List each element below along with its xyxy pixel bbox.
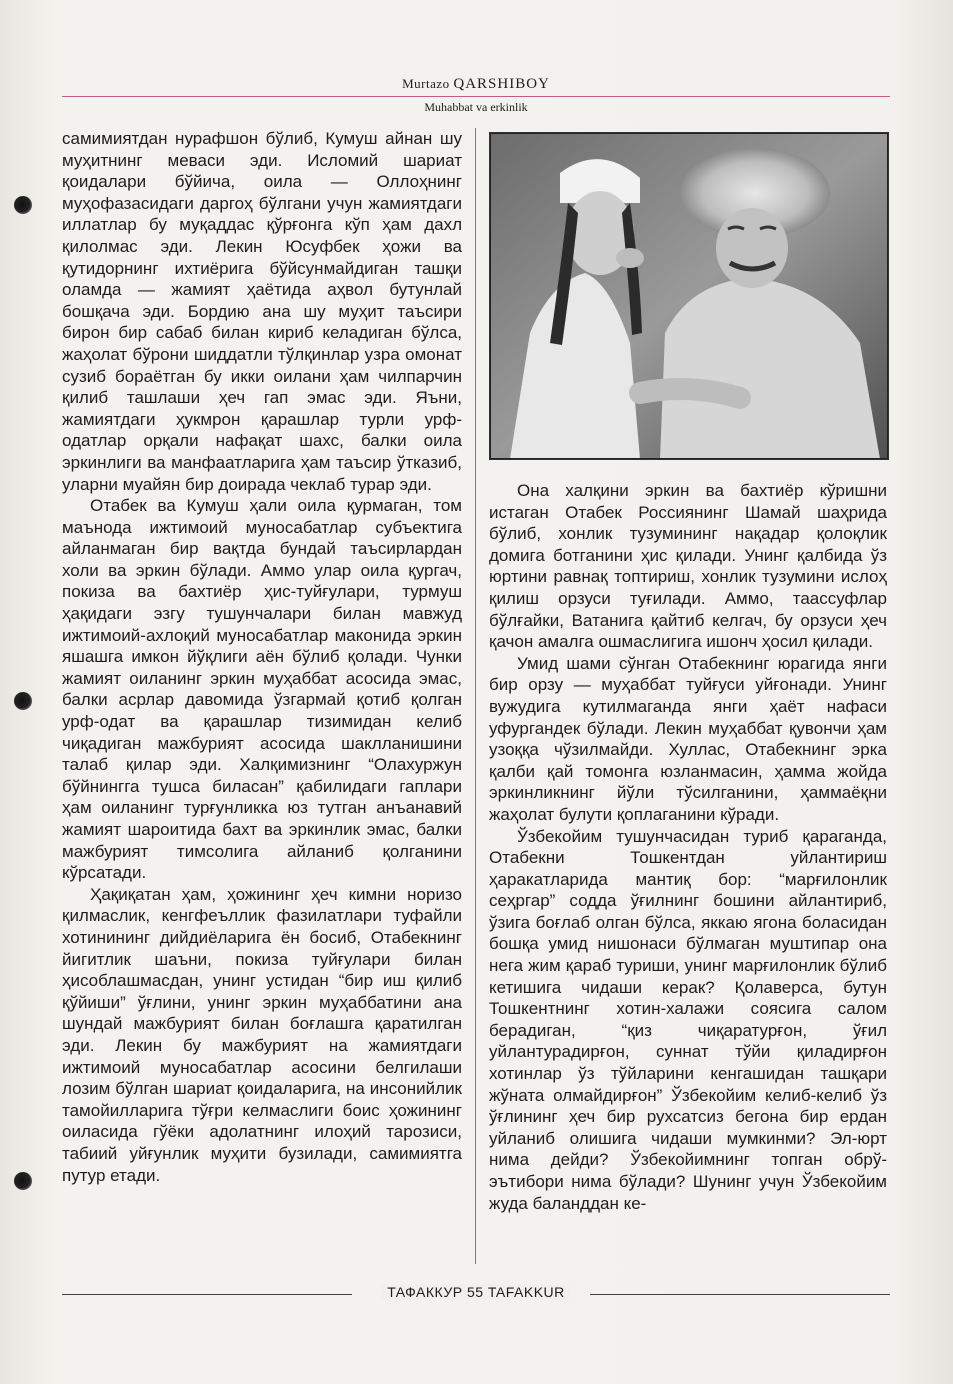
header-rule (62, 96, 890, 97)
author-name (62, 76, 890, 93)
page-footer (62, 1284, 890, 1304)
article-subtitle: Muhabbat va erkinlik (424, 100, 528, 114)
punch-hole-icon (14, 692, 32, 710)
paragraph: Ўзбекойим тушунчасидан туриб қараганда, Отабекни Тошкентдан уйлантириш ҳаракатларида мантиқ бор: “марғилонлик сеҳргар” содда ўғилнинг бошини айлантириб, ўзига боғлаб олган бўлса, яккаю ягона боласидан бошқа умид нишонаси бўлмаган муштипар она нега жим қараб туриши, унинг марғилонлик бўлиб кетишига чидаши керак? Қолаверса, бутун Тошкентнинг хотин-халажи соясига салом берадиган, “қиз чиқаратурғон, ўғил уйлантурадирғон, суннат тўйи қиладирғон хотинлар ўз тўйларини кенгашидан ташқари жўната олмайдирғон” Ўзбекойим келиб-келиб ўз ўғлининг ҳеч бир рухсатсиз бегона бир ердан уйланиб олишига чидаши мумкинми? Эл-юрт нима дейди? Ўзбекойимнинг топган обрў-эътибори нима бўлади? Шунинг учун Ўзбекойим жуда баланддан ке- (489, 826, 887, 1213)
paragraph: Умид шами сўнган Отабекнинг юрагида янги бир орзу — муҳаббат туйғуси уйғонади. Унинг вужудига кутилмаганда янги ҳаёт нафаси уфургандек бўлади. Лекин муҳаббат қувончи ҳам узоққа чўзилмайди. Хуллас, Отабекнинг эрка қалби қай томонга юзланмасин, ҳамма жойда эркинликнинг йўли тўсилганини, ҳаммаёқни жаҳолат булути қоплаганини кўради. (489, 653, 887, 824)
author-last-name: QARSHIBOY (453, 76, 550, 92)
punch-hole-icon (14, 196, 32, 214)
paragraph: Отабек ва Кумуш ҳали оила қурмаган, том маънода ижтимоий муносабатлар субъектига айланмаган бир вақтда бундай таъсирлардан холи ва эркин бўлади. Аммо улар оила қургач, покиза ва бахтиёр ҳис-туйғулари, турмуш ҳақидаги эзгу тушунчалари билан мавжуд ижтимоий-ахлоқий муносабатлар маконида эркин яшашга имкон йўқлиги аён бўлиб қолади. Чунки жамият оиланинг эркин муҳаббат асосида эмас, балки асрлар давомида ўзгармай қотиб қолган урф-одат ва қарашлар тизимидан келиб чиқадиган мажбурият асосида шаклланишини талаб қилар эди. Халқимизнинг “Олахуржун бўйнингга тушса биласан” қабилидаги гаплари ҳам оиланинг турғунликка юз тутган анъанавий жамият шароитида бахт ва эркинлик эмас, балки мажбурият тимсолига айланиб қолганини кўрсатади. (62, 496, 462, 883)
right-column (489, 480, 887, 1214)
running-header (62, 76, 890, 118)
author-first-name: Murtazo (402, 76, 450, 91)
footer-label (62, 1284, 890, 1300)
paragraph: самимиятдан нурафшон бўлиб, Кумуш айнан шу муҳитнинг меваси эди. Исломий шариат қоидалари бўйича, оила — Оллоҳнинг муҳофазасидаги даргоҳ бўлгани учун жамиятдаги иллатлар бу муқаддас қўрғонга кўп ҳам дахл қилолмас эди. Лекин Юсуфбек ҳожи ва қутидорнинг ихтиёрига бўйсунмайдиган ташқи оламда — жамият ҳаётида аҳвол бутунлай бошқача эди. Бордию ана шу муҳит таъсири бирон бир сабаб билан кириб келадиган бўлса, жаҳолат бўрони шиддатли тўлқинлар узра омонат сузиб бораётган бу икки оилани ҳам чилпарчин қилиб ташлаши ҳеч гап эмас эди. Яъни, жамиятдаги ҳукмрон қарашлар турли урф-одатлар орқали нафақат шахс, балки оила эркинлиги ва манфаатларига ҳам таъсир ўтказиб, уларни муайян бир доирада чеклаб турар эди. (62, 129, 462, 494)
left-column (62, 128, 462, 1186)
paragraph: Ҳақиқатан ҳам, ҳожининг ҳеч кимни норизо қилмаслик, кенгфеъллик фазилатлари туфайли хотинининг дийдиёларига ён босиб, Отабекнинг йигитлик шаъни, покиза туйғулари билан ҳисоблашмасдан, унинг устидан “бир иш қилиб қўйиши” ўғлини, унинг эркин муҳаббатини ана шундай мажбурият билан боғлашга қаратилган эди. Лекин бу мажбурият на жамиятдаги ижтимоий муносабатлар асосини белгилаши лозим бўлган шариат қоидаларига, на инсонийлик тамойилларига тўғри келмаслиги боис ҳожининг оиласида гўёки адолатнинг илоҳий тарозиси, табиий уйғунлик муҳити бузилади, самимиятга путур етади. (62, 884, 462, 1185)
punch-hole-icon (14, 1172, 32, 1190)
footer-label-text: ТАФАККУР 55 TAFAKKUR (381, 1284, 571, 1300)
column-divider (475, 128, 476, 1264)
photo-illustration (490, 133, 888, 459)
paragraph: Она халқини эркин ва бахтиёр кўришни истаган Отабек Россиянинг Шамай шаҳрида бўлиб, хонлик тузумининг нақадар қолоқлик домига ботганини ҳис қилади. Унинг қалбида ўз юртини равнақ топтириш, хонлик тузумини ислоҳ қилиш орзуси туғилади. Аммо, таассуфлар бўлғайки, Ватанига қайтиб келгач, бу орзуси ҳеч қачон амалга ошмаслигига ишонч ҳосил қилади. (489, 481, 887, 652)
film-still-photo (489, 132, 889, 460)
